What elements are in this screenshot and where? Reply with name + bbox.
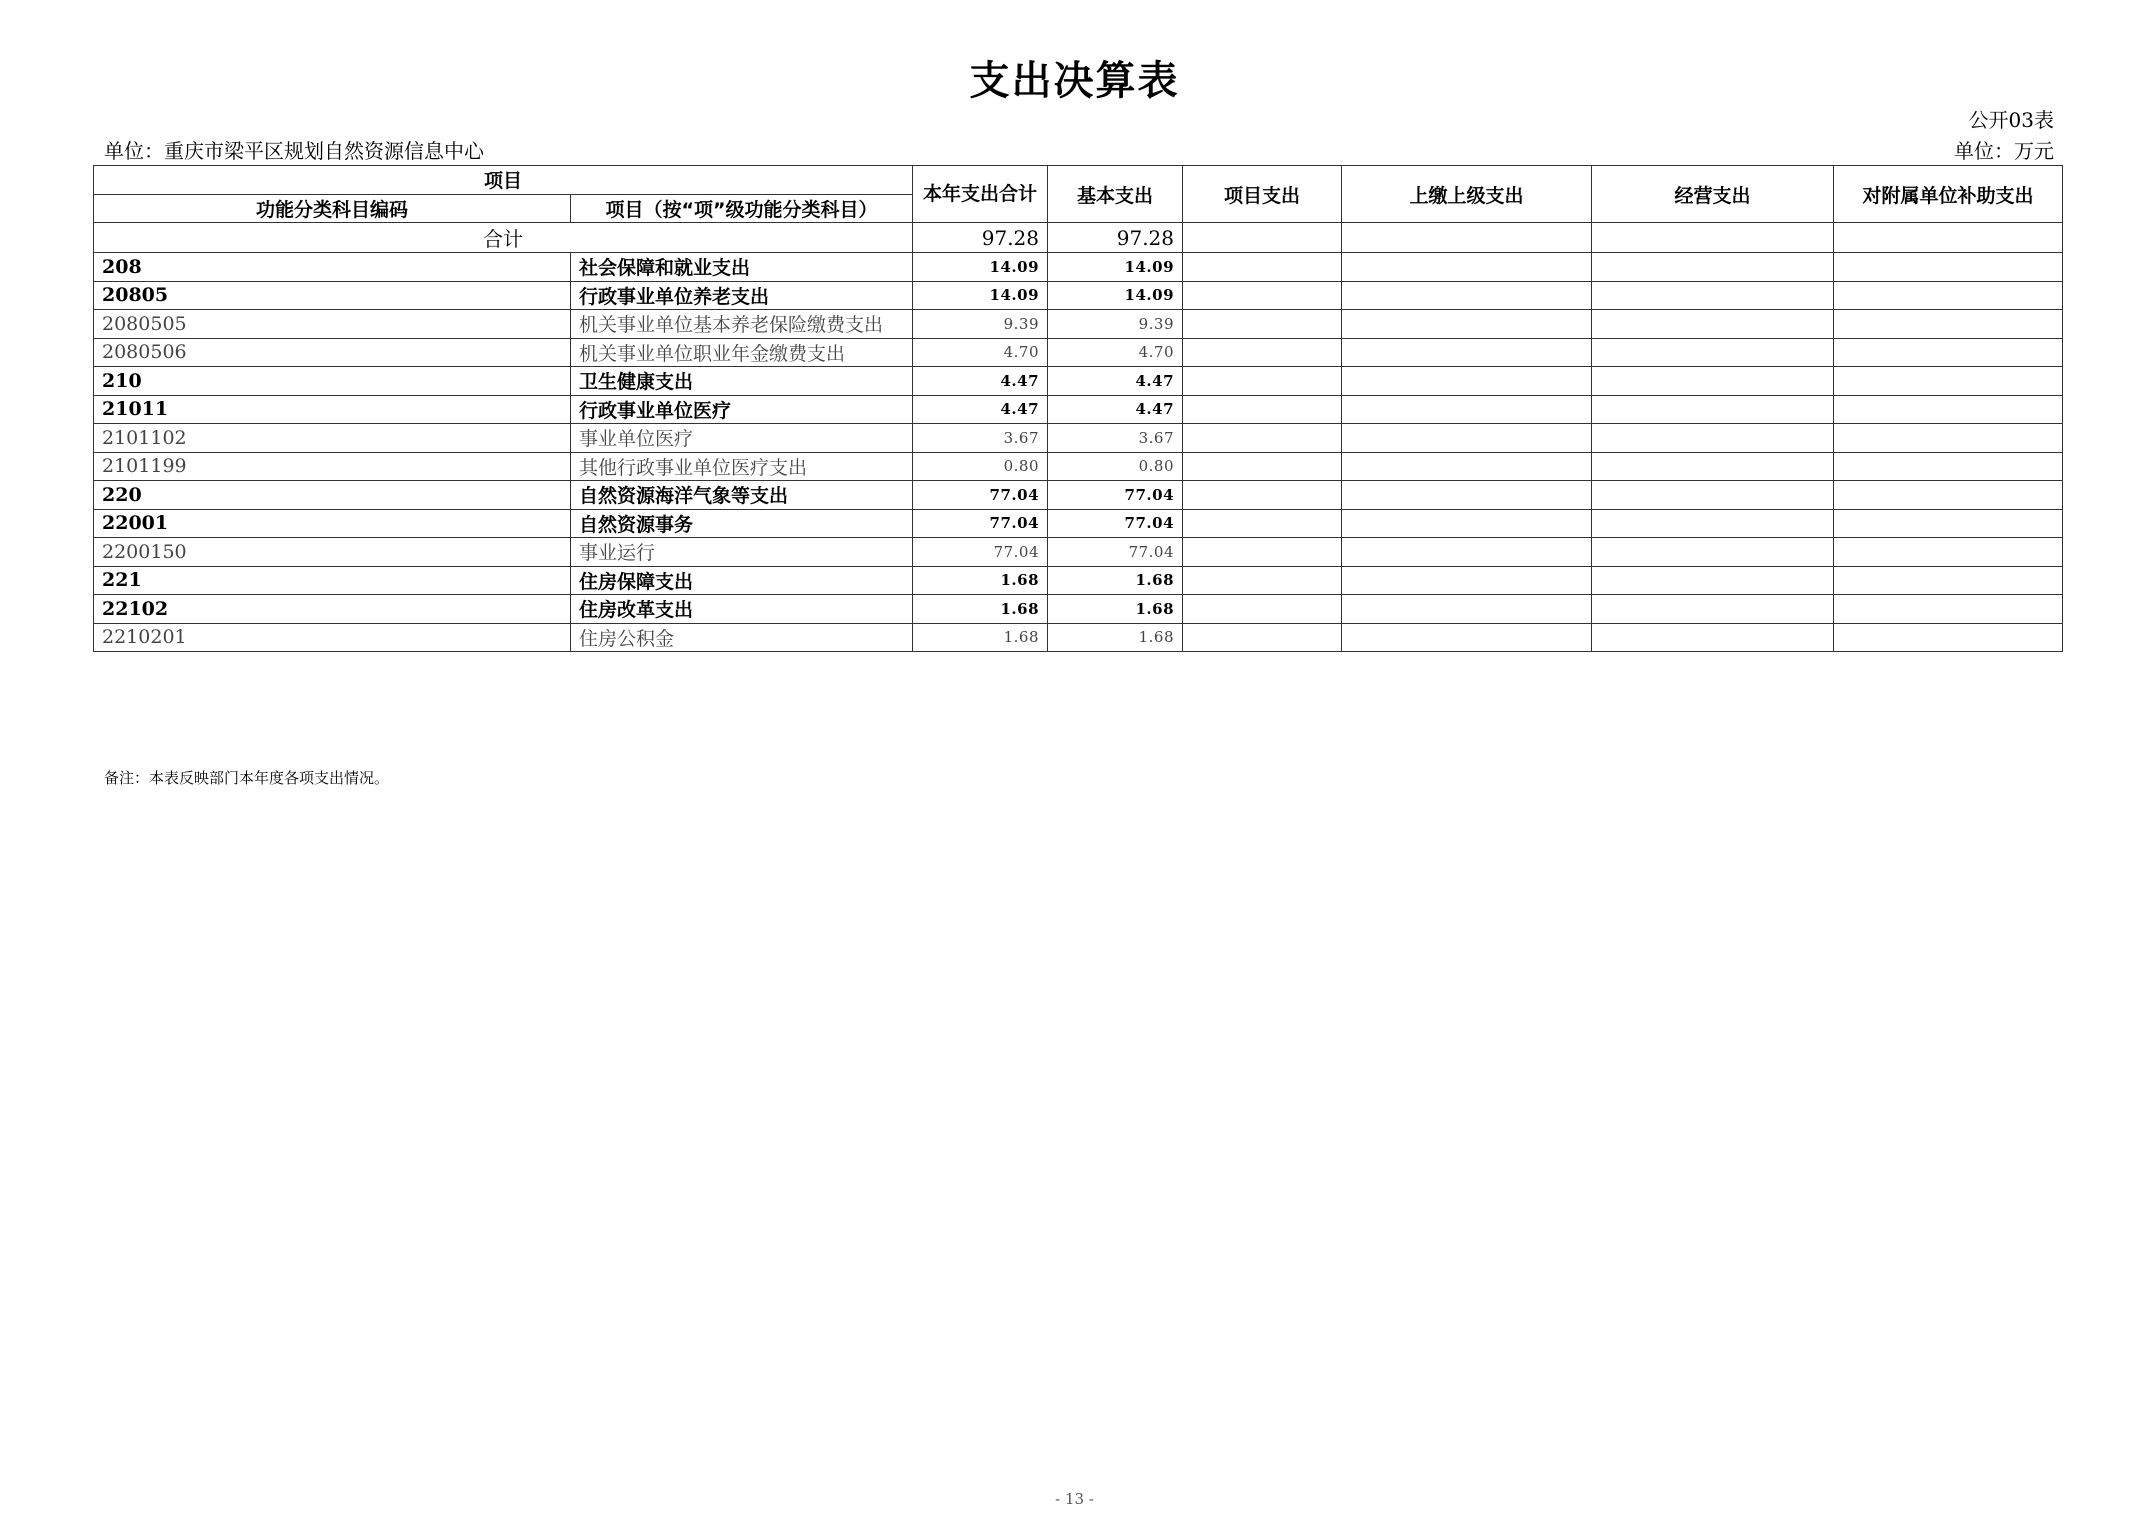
empty-cell [1834,395,2063,424]
empty-cell [1592,281,1834,310]
empty-cell [1342,395,1592,424]
empty-cell [1183,338,1342,367]
empty-cell [1342,253,1592,282]
empty-cell [1834,509,2063,538]
row-total: 1.68 [913,595,1048,624]
currency-unit: 单位：万元 [1954,139,2054,163]
row-name: 卫生健康支出 [571,367,913,396]
empty-cell [1183,623,1342,652]
empty-cell [1342,509,1592,538]
row-name: 机关事业单位职业年金缴费支出 [571,338,913,367]
expenditure-table [93,165,2063,652]
header-name: 项目（按“项”级功能分类科目） [571,194,913,223]
empty-cell [1342,595,1592,624]
empty-cell [1592,338,1834,367]
table-row [94,509,2063,538]
row-name: 住房公积金 [571,623,913,652]
row-code: 21011 [94,395,571,424]
row-name: 行政事业单位医疗 [571,395,913,424]
row-name: 机关事业单位基本养老保险缴费支出 [571,310,913,339]
total-label: 合计 [94,223,913,253]
row-code: 220 [94,481,571,510]
row-basic: 3.67 [1048,424,1183,453]
empty-cell [1342,281,1592,310]
header-project: 项目 [94,166,913,195]
row-code: 2101102 [94,424,571,453]
row-code: 22102 [94,595,571,624]
empty-cell [1342,452,1592,481]
empty-cell [1183,281,1342,310]
empty-cell [1342,424,1592,453]
empty-cell [1834,367,2063,396]
table-row [94,281,2063,310]
row-name: 自然资源事务 [571,509,913,538]
row-total: 4.70 [913,338,1048,367]
empty-cell [1834,281,2063,310]
table-row [94,538,2063,567]
empty-cell [1592,595,1834,624]
row-basic: 4.47 [1048,367,1183,396]
empty-cell [1834,253,2063,282]
empty-cell [1183,310,1342,339]
empty-cell [1342,310,1592,339]
header-code: 功能分类科目编码 [94,194,571,223]
total-amount: 97.28 [913,223,1048,253]
table-row [94,424,2063,453]
table-row [94,395,2063,424]
row-basic: 77.04 [1048,538,1183,567]
empty-cell [1834,452,2063,481]
empty-cell [1592,367,1834,396]
header-business: 经营支出 [1592,166,1834,223]
empty-cell [1592,538,1834,567]
row-name: 行政事业单位养老支出 [571,281,913,310]
footnote: 备注：本表反映部门本年度各项支出情况。 [104,769,390,787]
row-code: 20805 [94,281,571,310]
empty-cell [1834,538,2063,567]
empty-cell [1834,481,2063,510]
empty-cell [1342,338,1592,367]
row-basic: 0.80 [1048,452,1183,481]
empty-cell [1592,623,1834,652]
row-code: 2200150 [94,538,571,567]
empty-cell [1592,509,1834,538]
empty-cell [1834,223,2063,253]
row-basic: 1.68 [1048,623,1183,652]
empty-cell [1183,566,1342,595]
header-upper: 上缴上级支出 [1342,166,1592,223]
row-code: 2080505 [94,310,571,339]
header-row-top [94,166,2063,195]
header-subsidy: 对附属单位补助支出 [1834,166,2063,223]
row-name: 住房保障支出 [571,566,913,595]
empty-cell [1834,310,2063,339]
empty-cell [1183,424,1342,453]
table-row [94,481,2063,510]
row-code: 210 [94,367,571,396]
page-title: 支出决算表 [969,57,1180,104]
row-total: 77.04 [913,509,1048,538]
row-total: 14.09 [913,253,1048,282]
row-basic: 1.68 [1048,595,1183,624]
empty-cell [1342,223,1592,253]
empty-cell [1834,566,2063,595]
empty-cell [1183,367,1342,396]
total-basic: 97.28 [1048,223,1183,253]
row-basic: 9.39 [1048,310,1183,339]
row-total: 0.80 [913,452,1048,481]
empty-cell [1183,509,1342,538]
row-total: 9.39 [913,310,1048,339]
empty-cell [1183,481,1342,510]
row-basic: 4.47 [1048,395,1183,424]
table-row [94,623,2063,652]
empty-cell [1342,367,1592,396]
empty-cell [1592,310,1834,339]
row-total: 77.04 [913,538,1048,567]
empty-cell [1183,223,1342,253]
row-code: 2101199 [94,452,571,481]
row-basic: 4.70 [1048,338,1183,367]
empty-cell [1183,253,1342,282]
row-total: 14.09 [913,281,1048,310]
row-name: 住房改革支出 [571,595,913,624]
empty-cell [1592,253,1834,282]
header-basic: 基本支出 [1048,166,1183,223]
row-total: 1.68 [913,623,1048,652]
empty-cell [1183,538,1342,567]
table-row [94,338,2063,367]
empty-cell [1342,481,1592,510]
row-basic: 77.04 [1048,509,1183,538]
row-code: 208 [94,253,571,282]
page-number: - 13 - [1055,1490,1094,1508]
row-code: 22001 [94,509,571,538]
table-row [94,367,2063,396]
row-basic: 14.09 [1048,253,1183,282]
total-row [94,223,2063,253]
table-row [94,566,2063,595]
empty-cell [1592,452,1834,481]
row-total: 77.04 [913,481,1048,510]
header-total: 本年支出合计 [913,166,1048,223]
empty-cell [1592,223,1834,253]
row-name: 社会保障和就业支出 [571,253,913,282]
table-row [94,310,2063,339]
row-total: 4.47 [913,395,1048,424]
reporting-unit: 单位：重庆市梁平区规划自然资源信息中心 [104,139,484,163]
row-name: 事业单位医疗 [571,424,913,453]
empty-cell [1592,566,1834,595]
empty-cell [1342,623,1592,652]
row-name: 其他行政事业单位医疗支出 [571,452,913,481]
empty-cell [1592,424,1834,453]
empty-cell [1592,481,1834,510]
empty-cell [1183,595,1342,624]
empty-cell [1834,623,2063,652]
empty-cell [1592,395,1834,424]
row-basic: 14.09 [1048,281,1183,310]
row-total: 3.67 [913,424,1048,453]
table-row [94,595,2063,624]
empty-cell [1183,452,1342,481]
empty-cell [1183,395,1342,424]
empty-cell [1834,338,2063,367]
empty-cell [1834,595,2063,624]
row-code: 221 [94,566,571,595]
row-basic: 1.68 [1048,566,1183,595]
table-row [94,253,2063,282]
row-name: 自然资源海洋气象等支出 [571,481,913,510]
header-item: 项目支出 [1183,166,1342,223]
row-total: 1.68 [913,566,1048,595]
empty-cell [1834,424,2063,453]
row-code: 2210201 [94,623,571,652]
row-total: 4.47 [913,367,1048,396]
row-basic: 77.04 [1048,481,1183,510]
empty-cell [1342,538,1592,567]
table-row [94,452,2063,481]
form-number: 公开03表 [1968,108,2054,132]
empty-cell [1342,566,1592,595]
row-code: 2080506 [94,338,571,367]
row-name: 事业运行 [571,538,913,567]
